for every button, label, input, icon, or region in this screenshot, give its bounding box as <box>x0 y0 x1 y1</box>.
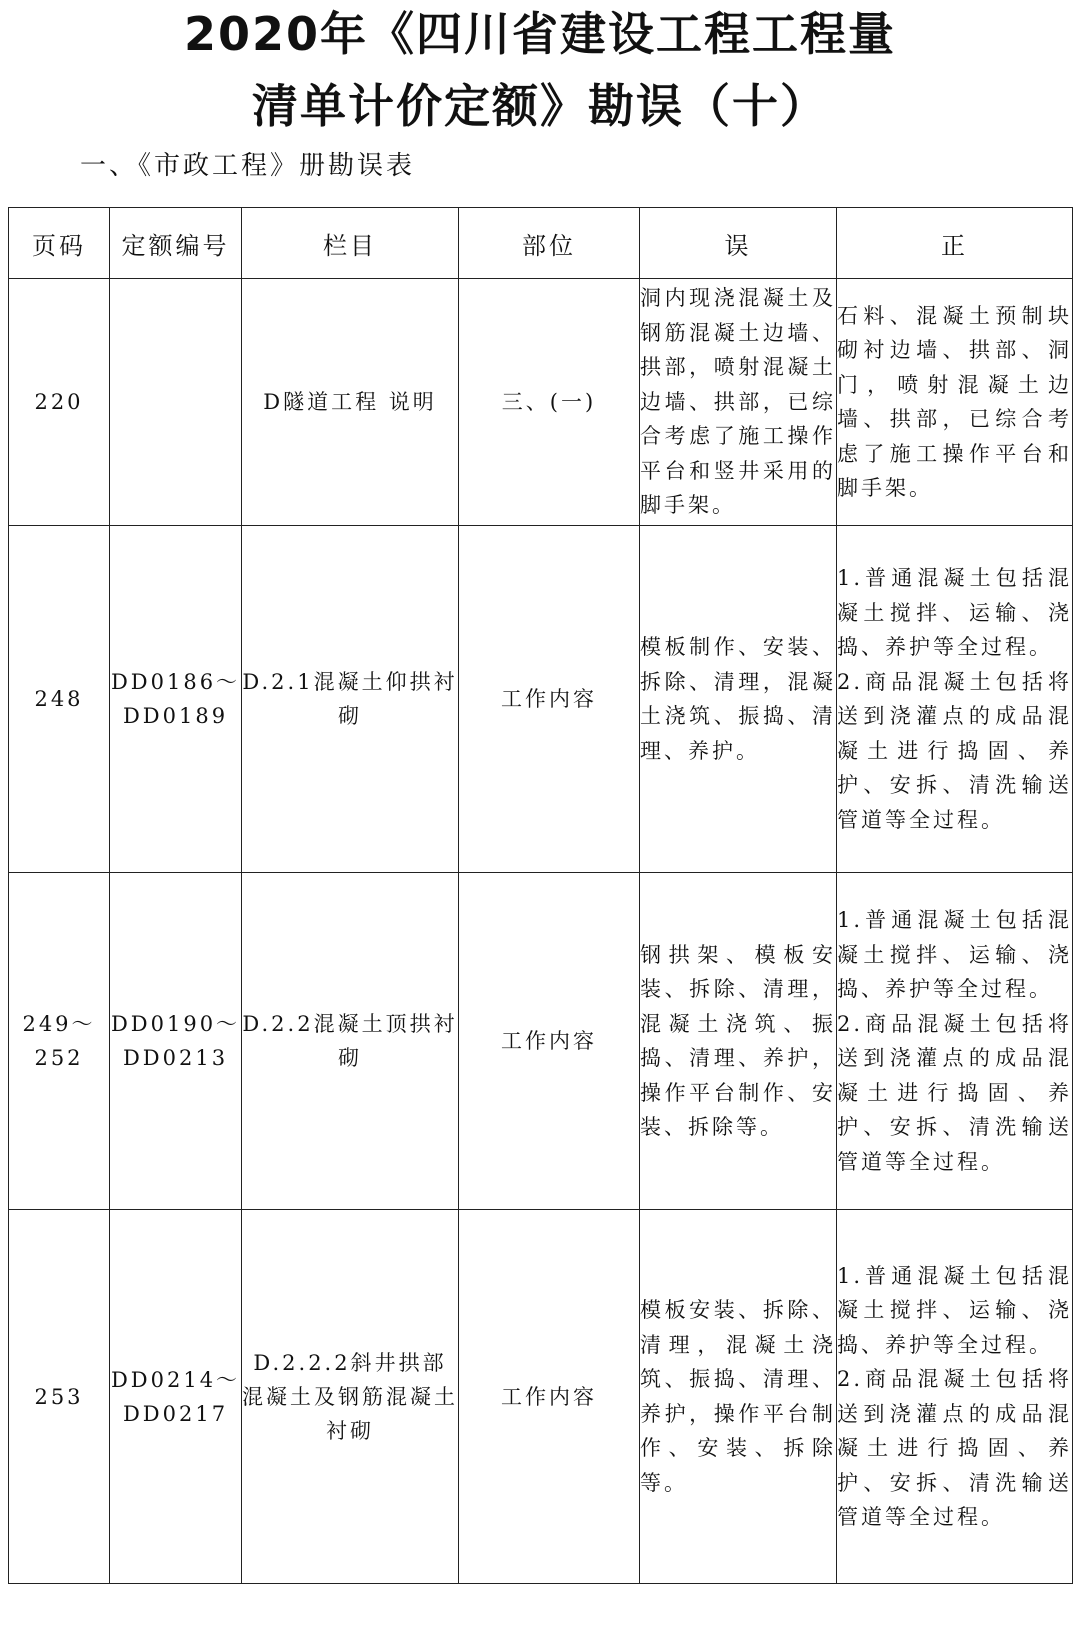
header-correct: 正 <box>837 208 1073 279</box>
header-page: 页码 <box>9 208 110 279</box>
cell-page: 220 <box>9 279 110 526</box>
cell-correct: 石料、混凝土预制块砌衬边墙、拱部、洞门，喷射混凝土边墙、拱部，已综合考虑了施工操作平台和脚手架。 <box>837 279 1073 526</box>
cell-column: D.2.1混凝土仰拱衬砌 <box>242 526 459 873</box>
section-heading: 一、《市政工程》册勘误表 <box>80 151 416 181</box>
table-row <box>9 526 1073 873</box>
cell-code: DD0186～ DD0189 <box>110 526 242 873</box>
cell-wrong: 模板制作、安装、拆除、清理，混凝土浇筑、振捣、清理、养护。 <box>640 526 837 873</box>
header-code: 定额编号 <box>110 208 242 279</box>
table-row <box>9 873 1073 1210</box>
cell-wrong: 钢拱架、模板安装、拆除、清理，混凝土浇筑、振捣、清理、养护，操作平台制作、安装、拆除等。 <box>640 873 837 1210</box>
header-row <box>9 208 1073 279</box>
cell-code <box>110 279 242 526</box>
cell-page: 248 <box>9 526 110 873</box>
cell-wrong: 洞内现浇混凝土及钢筋混凝土边墙、拱部，喷射混凝土边墙、拱部，已综合考虑了施工操作平台和竖井采用的脚手架。 <box>640 279 837 526</box>
cell-position: 工作内容 <box>459 526 640 873</box>
document-title-line-1: 2020年《四川省建设工程工程量 <box>183 7 897 61</box>
cell-page: 249～ 252 <box>9 873 110 1210</box>
cell-position: 工作内容 <box>459 1210 640 1584</box>
document-title-line-2: 清单计价定额》勘误（十） <box>252 79 828 133</box>
cell-correct: 1.普通混凝土包括混凝土搅拌、运输、浇捣、养护等全过程。 2.商品混凝土包括将送到浇灌点的成品混凝土进行捣固、养护、安拆、清洗输送管道等全过程。 <box>837 526 1073 873</box>
errata-table <box>8 207 1073 1584</box>
table-row <box>9 279 1073 526</box>
cell-column: D.2.2.2斜井拱部混凝土及钢筋混凝土衬砌 <box>242 1210 459 1584</box>
cell-code: DD0214～ DD0217 <box>110 1210 242 1584</box>
cell-correct: 1.普通混凝土包括混凝土搅拌、运输、浇捣、养护等全过程。 2.商品混凝土包括将送到浇灌点的成品混凝土进行捣固、养护、安拆、清洗输送管道等全过程。 <box>837 1210 1073 1584</box>
cell-code: DD0190～ DD0213 <box>110 873 242 1210</box>
cell-column: D.2.2混凝土顶拱衬砌 <box>242 873 459 1210</box>
table-row <box>9 1210 1073 1584</box>
cell-wrong: 模板安装、拆除、清理，混凝土浇筑、振捣、清理、养护，操作平台制作、安装、拆除等。 <box>640 1210 837 1584</box>
cell-correct: 1.普通混凝土包括混凝土搅拌、运输、浇捣、养护等全过程。 2.商品混凝土包括将送到浇灌点的成品混凝土进行捣固、养护、安拆、清洗输送管道等全过程。 <box>837 873 1073 1210</box>
header-position: 部位 <box>459 208 640 279</box>
cell-column: D隧道工程 说明 <box>242 279 459 526</box>
header-wrong: 误 <box>640 208 837 279</box>
header-column: 栏目 <box>242 208 459 279</box>
cell-page: 253 <box>9 1210 110 1584</box>
cell-position: 三、(一) <box>459 279 640 526</box>
cell-position: 工作内容 <box>459 873 640 1210</box>
